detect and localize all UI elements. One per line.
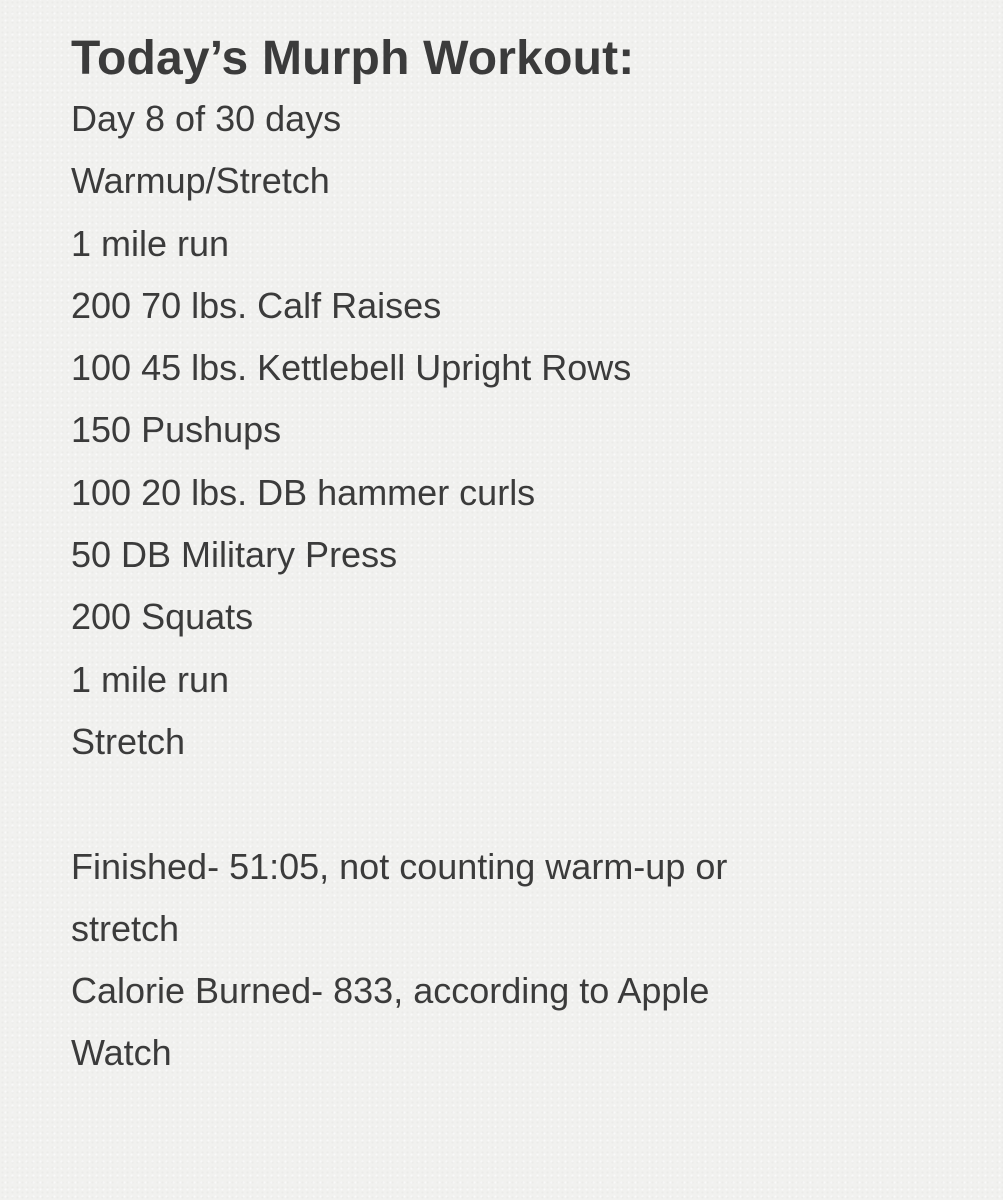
note-line-upright-rows: 100 45 lbs. Kettlebell Upright Rows [71,347,632,389]
note-line-warmup: Warmup/Stretch [71,160,330,202]
note-line-run-2: 1 mile run [71,658,230,700]
finished-line: Finished- 51:05, not counting warm-up or [71,845,728,887]
note-line-squats: 200 Squats [71,596,254,638]
note-body [71,30,971,1085]
blank-line [71,773,971,835]
note-line-run-1: 1 mile run [71,222,230,264]
note-title: Today’s Murph Workout: [71,32,635,85]
note-line-pushups: 150 Pushups [71,409,282,451]
note-line-stretch: Stretch [71,720,186,762]
note-line-military-press: 50 DB Military Press [71,534,398,576]
note-line-calf-raises: 200 70 lbs. Calf Raises [71,284,442,326]
calorie-line-continued: Watch [71,1032,172,1074]
note-line-hammer-curls: 100 20 lbs. DB hammer curls [71,471,536,513]
calorie-line: Calorie Burned- 833, according to Apple [71,970,710,1012]
note-line-day: Day 8 of 30 days [71,98,342,139]
finished-line-continued: stretch [71,907,180,949]
